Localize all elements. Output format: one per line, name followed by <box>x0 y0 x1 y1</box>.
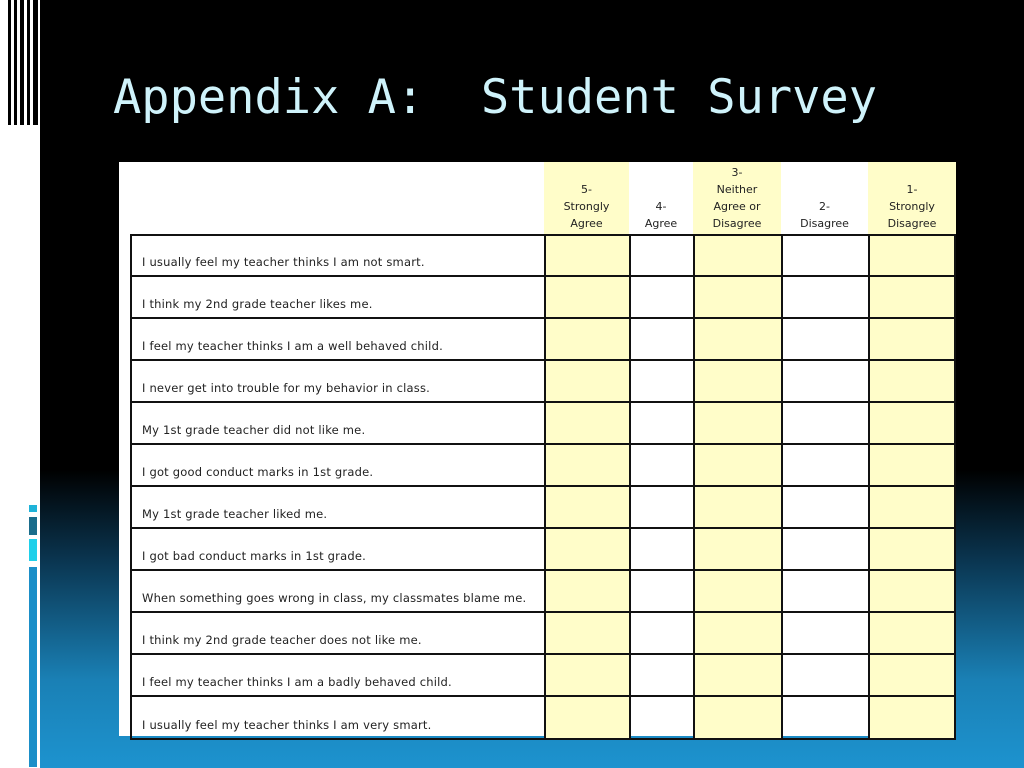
survey-row <box>130 571 956 613</box>
rating-cell-1[interactable] <box>544 697 629 738</box>
rating-cell-3[interactable] <box>693 613 781 653</box>
statement-text: When something goes wrong in class, my classmates blame me. <box>142 591 527 605</box>
statement-text: I never get into trouble for my behavior in class. <box>142 381 431 395</box>
survey-row <box>130 445 956 487</box>
rating-cell-1[interactable] <box>544 445 629 485</box>
rating-cell-1[interactable] <box>544 655 629 695</box>
column-header-line: Agree or <box>713 200 761 213</box>
column-header-line: 4- <box>655 200 667 213</box>
rating-cell-3[interactable] <box>693 487 781 527</box>
rating-cell-1[interactable] <box>544 529 629 569</box>
column-header-line: 3- <box>731 166 743 179</box>
rating-cell-2[interactable] <box>629 529 693 569</box>
rating-cell-3[interactable] <box>693 236 781 275</box>
survey-table <box>119 162 951 736</box>
column-header-line: Strongly <box>889 200 935 213</box>
rating-cell-2[interactable] <box>629 487 693 527</box>
column-header-line: 2- <box>819 200 830 213</box>
slide-title: Appendix A: Student Survey <box>113 70 878 125</box>
statement-text: I got good conduct marks in 1st grade. <box>142 465 374 479</box>
rating-cell-4[interactable] <box>781 655 868 695</box>
rating-cell-2[interactable] <box>629 361 693 401</box>
statement-text: My 1st grade teacher liked me. <box>142 507 328 521</box>
rating-cell-3[interactable] <box>693 445 781 485</box>
rating-cell-2[interactable] <box>629 613 693 653</box>
column-header-line: Disagree <box>800 217 849 230</box>
rating-cell-3[interactable] <box>693 277 781 317</box>
rating-cell-5[interactable] <box>868 403 956 443</box>
rating-cell-5[interactable] <box>868 487 956 527</box>
rating-cell-5[interactable] <box>868 571 956 611</box>
survey-row <box>130 487 956 529</box>
survey-row <box>130 236 956 277</box>
rating-cell-2[interactable] <box>629 445 693 485</box>
rating-cell-2[interactable] <box>629 277 693 317</box>
statement-text: I usually feel my teacher thinks I am very smart. <box>142 718 432 732</box>
rating-cell-5[interactable] <box>868 319 956 359</box>
rating-cell-1[interactable] <box>544 319 629 359</box>
rating-cell-3[interactable] <box>693 319 781 359</box>
rating-cell-1[interactable] <box>544 571 629 611</box>
column-header-2 <box>629 162 693 234</box>
rating-cell-4[interactable] <box>781 445 868 485</box>
rating-cell-4[interactable] <box>781 403 868 443</box>
statement-text: I think my 2nd grade teacher likes me. <box>142 297 373 311</box>
column-header-line: Strongly <box>563 200 610 213</box>
rating-cell-4[interactable] <box>781 613 868 653</box>
rating-cell-5[interactable] <box>868 529 956 569</box>
rating-cell-2[interactable] <box>629 319 693 359</box>
rating-cell-5[interactable] <box>868 697 956 738</box>
statement-text: I usually feel my teacher thinks I am not smart. <box>142 255 425 269</box>
rating-cell-3[interactable] <box>693 571 781 611</box>
rating-cell-1[interactable] <box>544 613 629 653</box>
rating-cell-4[interactable] <box>781 529 868 569</box>
statement-text: My 1st grade teacher did not like me. <box>142 423 366 437</box>
rating-cell-4[interactable] <box>781 571 868 611</box>
column-header-line: Disagree <box>887 217 937 230</box>
rating-cell-3[interactable] <box>693 403 781 443</box>
rating-cell-5[interactable] <box>868 445 956 485</box>
survey-row <box>130 613 956 655</box>
survey-row <box>130 277 956 319</box>
rating-cell-1[interactable] <box>544 361 629 401</box>
rating-cell-3[interactable] <box>693 529 781 569</box>
rating-cell-2[interactable] <box>629 655 693 695</box>
column-header-4 <box>781 162 868 234</box>
rating-cell-5[interactable] <box>868 613 956 653</box>
rating-cell-4[interactable] <box>781 487 868 527</box>
rating-cell-5[interactable] <box>868 361 956 401</box>
column-header-line: 5- <box>581 183 592 196</box>
rating-cell-4[interactable] <box>781 361 868 401</box>
rating-cell-4[interactable] <box>781 697 868 738</box>
column-header-line: Neither <box>716 183 758 196</box>
rating-cell-2[interactable] <box>629 697 693 738</box>
survey-row <box>130 403 956 445</box>
rating-cell-5[interactable] <box>868 277 956 317</box>
rating-cell-1[interactable] <box>544 236 629 275</box>
grid-left-border <box>130 234 132 740</box>
decorative-bars-top <box>0 0 40 130</box>
rating-cell-4[interactable] <box>781 236 868 275</box>
rating-cell-2[interactable] <box>629 571 693 611</box>
rating-cell-5[interactable] <box>868 655 956 695</box>
column-header-5 <box>868 162 956 234</box>
survey-row <box>130 697 956 740</box>
rating-cell-4[interactable] <box>781 277 868 317</box>
statement-text: I feel my teacher thinks I am a well behaved child. <box>142 339 443 353</box>
decorative-bars-bottom <box>0 505 40 768</box>
rating-cell-2[interactable] <box>629 403 693 443</box>
rating-cell-5[interactable] <box>868 236 956 275</box>
survey-row <box>130 529 956 571</box>
survey-row <box>130 655 956 697</box>
rating-cell-4[interactable] <box>781 319 868 359</box>
rating-cell-1[interactable] <box>544 403 629 443</box>
rating-cell-1[interactable] <box>544 487 629 527</box>
statement-text: I feel my teacher thinks I am a badly behaved child. <box>142 675 452 689</box>
rating-cell-1[interactable] <box>544 277 629 317</box>
statement-text: I think my 2nd grade teacher does not like me. <box>142 633 422 647</box>
column-header-line: Agree <box>570 217 603 230</box>
column-header-1 <box>544 162 629 234</box>
survey-row <box>130 361 956 403</box>
rating-cell-3[interactable] <box>693 361 781 401</box>
statement-text: I got bad conduct marks in 1st grade. <box>142 549 366 563</box>
column-header-line: Agree <box>644 217 678 230</box>
column-header-3 <box>693 162 781 234</box>
rating-cell-3[interactable] <box>693 655 781 695</box>
column-header-line: Disagree <box>712 217 762 230</box>
column-header-line: 1- <box>906 183 918 196</box>
rating-cell-2[interactable] <box>629 236 693 275</box>
rating-cell-3[interactable] <box>693 697 781 738</box>
survey-row <box>130 319 956 361</box>
